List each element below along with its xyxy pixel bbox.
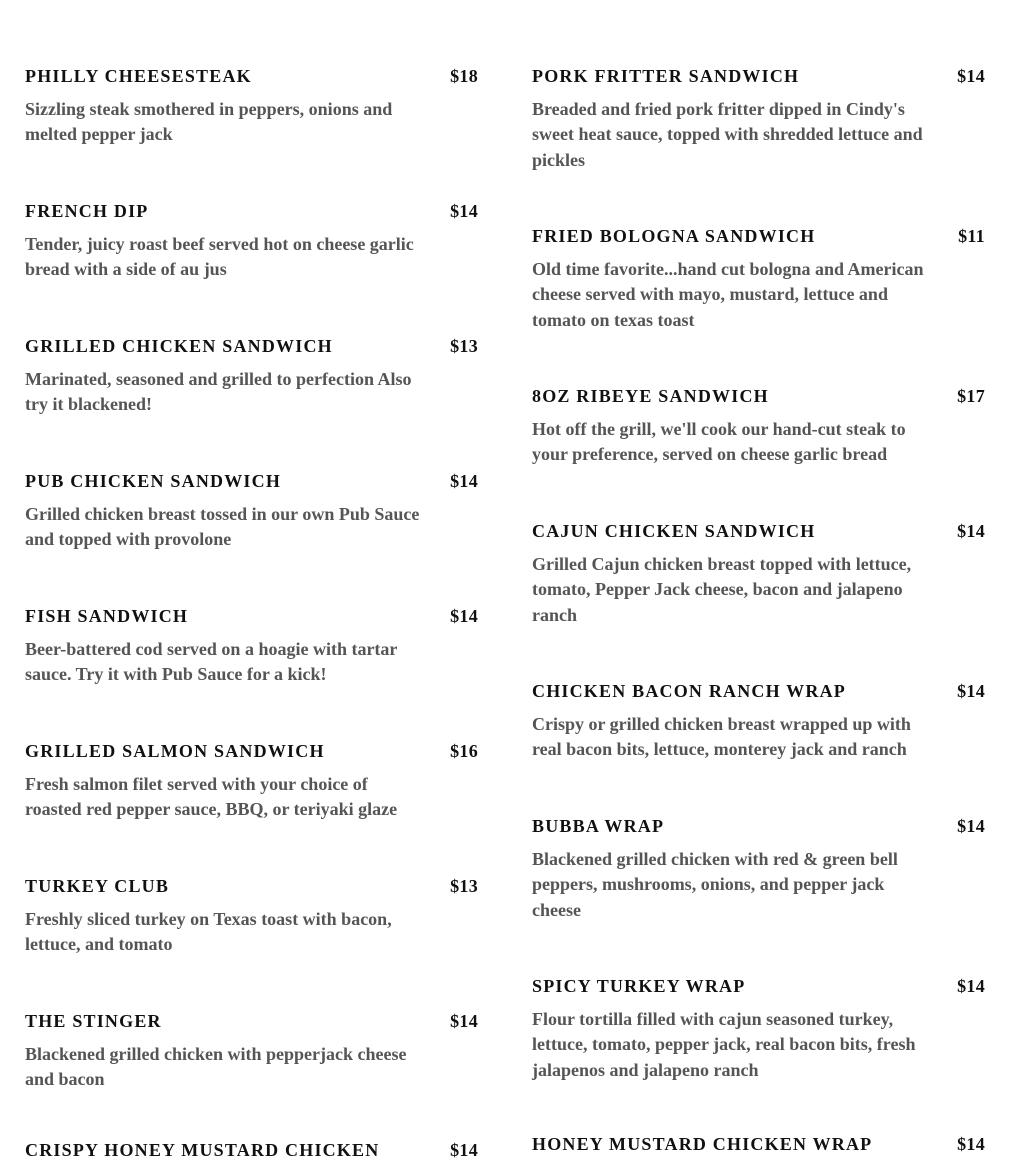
menu-item-description: Breaded and fried pork fritter dipped in Cindy's sweet heat sauce, topped with shredded lettuce and pickles: [532, 99, 923, 170]
menu-item-name: 8OZ RIBEYE SANDWICH: [532, 386, 769, 406]
menu-item-header: [25, 876, 478, 900]
menu-item-description: Tender, juicy roast beef served hot on cheese garlic bread with a side of au jus: [25, 234, 414, 280]
menu-item-description: Grilled Cajun chicken breast topped with lettuce, tomato, Pepper Jack cheese, bacon and jalapeno ranch: [532, 554, 912, 625]
menu-item-price: $14: [957, 521, 985, 541]
menu-item-description: Marinated, seasoned and grilled to perfection Also try it blackened!: [25, 369, 412, 415]
menu-item-price: $14: [450, 1140, 478, 1160]
menu-item-description: Blackened grilled chicken with red & green bell peppers, mushrooms, onions, and pepper jack cheese: [532, 849, 898, 920]
menu-item-header: [532, 521, 985, 545]
menu-item-price: $14: [450, 201, 478, 221]
menu-item-header: [25, 66, 478, 90]
menu-item-name: PORK FRITTER SANDWICH: [532, 66, 800, 86]
menu-item-price: $13: [450, 876, 478, 896]
menu-item: [532, 681, 985, 763]
menu-item-name: CHICKEN BACON RANCH WRAP: [532, 681, 846, 701]
menu-item-name: THE STINGER: [25, 1011, 162, 1031]
menu-item-description: Fresh salmon filet served with your choice of roasted red pepper sauce, BBQ, or teriyaki glaze: [25, 774, 398, 820]
menu-item: [532, 1134, 985, 1158]
menu-item-description: Freshly sliced turkey on Texas toast with bacon, lettuce, and tomato: [25, 909, 392, 955]
menu-item-header: [532, 1134, 985, 1158]
menu-item-name: PHILLY CHEESESTEAK: [25, 66, 252, 86]
menu-item: [25, 471, 478, 553]
menu-item-name: SPICY TURKEY WRAP: [532, 976, 746, 996]
menu-item-name: CAJUN CHICKEN SANDWICH: [532, 521, 816, 541]
menu-item-name: TURKEY CLUB: [25, 876, 170, 896]
menu-item-description: Beer-battered cod served on a hoagie with tartar sauce. Try it with Pub Sauce for a kick!: [25, 639, 398, 685]
menu-item-header: [25, 741, 478, 765]
menu-item-description: Old time favorite...hand cut bologna and American cheese served with mayo, mustard, lettuce and tomato on texas toast: [532, 259, 924, 330]
menu-item-header: [25, 1011, 478, 1035]
menu-item-price: $13: [450, 336, 478, 356]
menu-item-name: CRISPY HONEY MUSTARD CHICKEN: [25, 1140, 380, 1160]
menu-item-price: $14: [450, 471, 478, 491]
menu-item-description: Grilled chicken breast tossed in our own Pub Sauce and topped with provolone: [25, 504, 420, 550]
menu-item-price: $14: [957, 816, 985, 836]
menu-item: [532, 226, 985, 333]
menu-item: [25, 201, 478, 283]
menu-item-name: GRILLED SALMON SANDWICH: [25, 741, 325, 761]
menu-item-price: $14: [957, 66, 985, 86]
menu-item-price: $11: [958, 226, 985, 246]
menu-item: [25, 876, 478, 958]
menu-item-header: [25, 201, 478, 225]
menu-item: [25, 741, 478, 823]
menu-item-header: [25, 606, 478, 630]
menu-item: [25, 336, 478, 418]
menu-item-price: $14: [450, 1011, 478, 1031]
menu-item-header: [532, 386, 985, 410]
menu-item-description: Flour tortilla filled with cajun seasoned turkey, lettuce, tomato, pepper jack, real bacon bits, fresh jalapenos and jalapeno ranch: [532, 1009, 916, 1080]
menu-item-name: FRENCH DIP: [25, 201, 149, 221]
menu-item-header: [25, 471, 478, 495]
menu-item: [25, 1011, 478, 1093]
menu-item: [25, 1140, 478, 1164]
menu-item-name: FISH SANDWICH: [25, 606, 189, 626]
menu-item-name: GRILLED CHICKEN SANDWICH: [25, 336, 333, 356]
menu-item: [532, 816, 985, 923]
menu-item: [25, 606, 478, 688]
menu-item-header: [532, 976, 985, 1000]
menu-item-price: $14: [957, 1134, 985, 1154]
menu-item: [532, 66, 985, 173]
menu-item-price: $17: [957, 386, 985, 406]
menu-item-description: Sizzling steak smothered in peppers, onions and melted pepper jack: [25, 99, 393, 145]
menu-item-header: [532, 681, 985, 705]
menu-item-header: [532, 816, 985, 840]
menu-item-header: [25, 1140, 478, 1164]
menu-item-name: FRIED BOLOGNA SANDWICH: [532, 226, 816, 246]
menu-item: [532, 976, 985, 1083]
menu-item-name: PUB CHICKEN SANDWICH: [25, 471, 282, 491]
menu-item-name: BUBBA WRAP: [532, 816, 665, 836]
menu-item-header: [25, 336, 478, 360]
menu-item: [532, 386, 985, 468]
menu-item-description: Hot off the grill, we'll cook our hand-cut steak to your preference, served on cheese garlic bread: [532, 419, 906, 465]
menu-item-price: $14: [957, 681, 985, 701]
menu-item-header: [532, 66, 985, 90]
menu-item-description: Crispy or grilled chicken breast wrapped up with real bacon bits, lettuce, monterey jack and ranch: [532, 714, 911, 760]
menu-item-price: $14: [450, 606, 478, 626]
menu-item-header: [532, 226, 985, 250]
menu-item-name: HONEY MUSTARD CHICKEN WRAP: [532, 1134, 873, 1154]
menu-item-price: $14: [957, 976, 985, 996]
menu-item: [532, 521, 985, 628]
menu-item: [25, 66, 478, 148]
menu-item-price: $16: [450, 741, 478, 761]
menu-item-price: $18: [450, 66, 478, 86]
menu-item-description: Blackened grilled chicken with pepperjack cheese and bacon: [25, 1044, 407, 1090]
